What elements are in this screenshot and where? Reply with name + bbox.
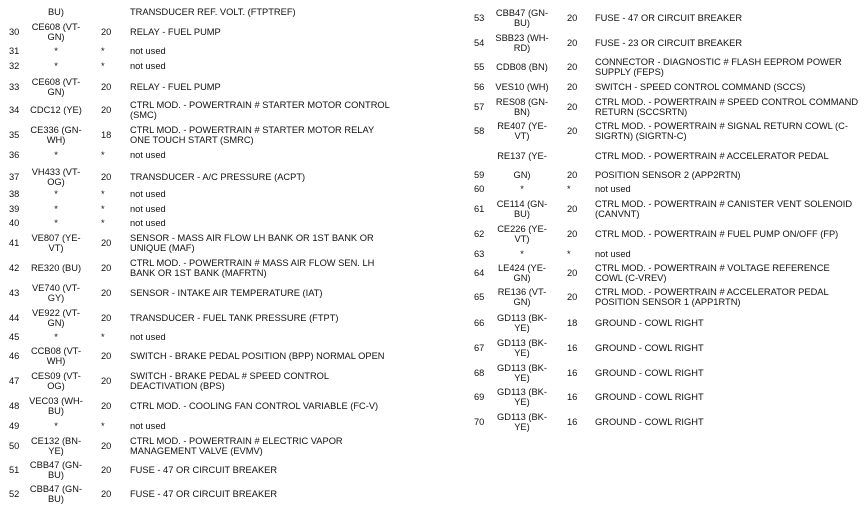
pin-description: not used xyxy=(130,45,166,56)
pin-description: GROUND - COWL RIGHT xyxy=(595,342,704,353)
wire-gauge: 16 xyxy=(567,342,578,353)
table-row xyxy=(0,59,430,73)
pin-number: 47 xyxy=(9,375,20,386)
pin-number: 38 xyxy=(9,188,20,199)
circuit-code: CBB47 (GN- BU) xyxy=(29,483,83,504)
table-row xyxy=(466,361,868,385)
wire-gauge: 20 xyxy=(101,81,112,92)
wire-gauge: 20 xyxy=(101,440,112,451)
circuit-code: GN) xyxy=(513,169,531,180)
wire-gauge: * xyxy=(101,149,105,160)
pin-description: RELAY - FUEL PUMP xyxy=(130,81,221,92)
pin-description: not used xyxy=(595,183,631,194)
table-row xyxy=(466,55,868,79)
wire-gauge: 20 xyxy=(567,291,578,302)
pin-number: 52 xyxy=(9,488,20,499)
wire-gauge: 20 xyxy=(567,203,578,214)
pin-number: 50 xyxy=(9,440,20,451)
wire-gauge: * xyxy=(567,183,571,194)
pin-description: not used xyxy=(130,217,166,228)
table-row xyxy=(0,369,430,393)
pin-number: 35 xyxy=(9,129,20,140)
table-row xyxy=(0,281,430,305)
circuit-code: RE137 (YE- xyxy=(497,150,547,161)
pin-description: not used xyxy=(130,188,166,199)
pin-description: CTRL MOD. - POWERTRAIN # MASS AIR FLOW SEN. LH BANK OR 1ST BANK (MAFRTN) xyxy=(130,257,375,278)
wire-gauge: 20 xyxy=(101,26,112,37)
pin-description: SENSOR - MASS AIR FLOW LH BANK OR 1ST BANK OR UNIQUE (MAF) xyxy=(130,232,374,253)
pin-description: CTRL MOD. - POWERTRAIN # STARTER MOTOR RELAY ONE TOUCH START (SMRC) xyxy=(130,124,375,145)
pin-number: 64 xyxy=(474,267,485,278)
pin-description: CTRL MOD. - POWERTRAIN # ACCELERATOR PEDAL xyxy=(595,150,829,161)
pin-number: 56 xyxy=(474,81,485,92)
circuit-code: VEC03 (WH- BU) xyxy=(29,395,83,416)
pin-description: FUSE - 47 OR CIRCUIT BREAKER xyxy=(130,488,278,499)
table-row xyxy=(466,182,868,196)
table-row xyxy=(466,119,868,143)
wire-gauge: 20 xyxy=(101,375,112,386)
pin-description: TRANSDUCER REF. VOLT. (FTPTREF) xyxy=(130,6,296,17)
table-row xyxy=(0,20,430,44)
pin-description: GROUND - COWL RIGHT xyxy=(595,317,704,328)
circuit-code: BU) xyxy=(47,6,64,17)
pin-number: 65 xyxy=(474,291,485,302)
table-row xyxy=(466,311,868,335)
pin-description: CTRL MOD. - POWERTRAIN # FUEL PUMP ON/OFF (FP) xyxy=(595,228,839,239)
pin-number: 67 xyxy=(474,342,485,353)
wire-gauge: * xyxy=(101,217,105,228)
pin-number: 54 xyxy=(474,37,485,48)
table-row xyxy=(0,216,430,230)
wire-gauge: 20 xyxy=(567,169,578,180)
pin-description: TRANSDUCER - FUEL TANK PRESSURE (FTPT) xyxy=(130,312,339,323)
pin-number: 58 xyxy=(474,125,485,136)
wire-gauge: 20 xyxy=(567,228,578,239)
circuit-code: RE407 (YE- VT) xyxy=(497,120,547,141)
pin-number: 57 xyxy=(474,101,485,112)
table-row xyxy=(466,197,868,221)
wire-gauge: 20 xyxy=(567,267,578,278)
circuit-code: CE336 (GN- WH) xyxy=(30,124,82,145)
circuit-code: * xyxy=(54,331,58,342)
pin-description: FUSE - 47 OR CIRCUIT BREAKER xyxy=(130,464,278,475)
wire-gauge: 20 xyxy=(101,104,112,115)
table-row xyxy=(0,419,430,433)
circuit-code: VES10 (WH) xyxy=(495,81,549,92)
pin-description: not used xyxy=(130,60,166,71)
pin-description: GROUND - COWL RIGHT xyxy=(595,367,704,378)
wire-gauge: 20 xyxy=(101,464,112,475)
table-row xyxy=(0,482,430,506)
circuit-code: * xyxy=(54,217,58,228)
pin-number: 62 xyxy=(474,228,485,239)
table-row xyxy=(466,261,868,285)
pin-description: FUSE - 47 OR CIRCUIT BREAKER xyxy=(595,12,743,23)
pin-description: TRANSDUCER - A/C PRESSURE (ACPT) xyxy=(130,171,306,182)
pin-number: 60 xyxy=(474,183,485,194)
pin-number: 41 xyxy=(9,237,20,248)
pin-description: CTRL MOD. - POWERTRAIN # ELECTRIC VAPOR MANAGEMENT VALVE (EVMV) xyxy=(130,435,343,456)
circuit-code: CE226 (YE- VT) xyxy=(497,223,547,244)
wire-gauge: 20 xyxy=(567,81,578,92)
table-row xyxy=(0,231,430,255)
table-row xyxy=(0,434,430,458)
pin-description: CTRL MOD. - POWERTRAIN # STARTER MOTOR CONTROL (SMC) xyxy=(130,99,390,120)
circuit-code: * xyxy=(520,248,524,259)
circuit-code: CE114 (GN- BU) xyxy=(496,198,548,219)
table-row xyxy=(0,187,430,201)
wire-gauge: 20 xyxy=(101,287,112,298)
table-row xyxy=(0,98,430,122)
circuit-code: VE740 (VT- GY) xyxy=(31,282,81,303)
table-row xyxy=(0,458,430,482)
wire-gauge: * xyxy=(101,60,105,71)
pin-description: RELAY - FUEL PUMP xyxy=(130,26,221,37)
wire-gauge: 20 xyxy=(101,350,112,361)
pin-number: 59 xyxy=(474,169,485,180)
wire-gauge: 20 xyxy=(101,312,112,323)
wire-gauge: 18 xyxy=(101,129,112,140)
pin-number: 40 xyxy=(9,217,20,228)
wire-gauge: * xyxy=(101,420,105,431)
circuit-code: * xyxy=(54,149,58,160)
circuit-code: * xyxy=(520,183,524,194)
circuit-code: LE424 (YE- GN) xyxy=(497,262,547,283)
pin-description: CTRL MOD. - POWERTRAIN # SIGNAL RETURN COWL (C- SIGRTN) (SIGRTN-C) xyxy=(595,120,848,141)
table-row xyxy=(466,336,868,360)
pin-description: not used xyxy=(595,248,631,259)
pin-description: POSITION SENSOR 2 (APP2RTN) xyxy=(595,169,741,180)
wire-gauge: 20 xyxy=(101,488,112,499)
pin-number: 39 xyxy=(9,203,20,214)
circuit-code: CDC12 (YE) xyxy=(30,104,82,115)
circuit-code: VE807 (YE- VT) xyxy=(31,232,81,253)
circuit-code: * xyxy=(54,188,58,199)
circuit-code: GD113 (BK- YE) xyxy=(497,312,547,333)
wire-gauge: 16 xyxy=(567,416,578,427)
pin-description: CTRL MOD. - POWERTRAIN # VOLTAGE REFERENCE COWL (C-VREV) xyxy=(595,262,830,283)
pin-description: GROUND - COWL RIGHT xyxy=(595,391,704,402)
wire-gauge: 20 xyxy=(567,125,578,136)
table-row xyxy=(0,5,430,19)
pin-number: 66 xyxy=(474,317,485,328)
pin-description: not used xyxy=(130,149,166,160)
pin-description: FUSE - 23 OR CIRCUIT BREAKER xyxy=(595,37,743,48)
circuit-code: GD113 (BK- YE) xyxy=(497,411,547,432)
table-row xyxy=(0,75,430,99)
wire-gauge xyxy=(101,5,121,19)
pin-description: SWITCH - BRAKE PEDAL # SPEED CONTROL DEACTIVATION (BPS) xyxy=(130,370,330,391)
table-row xyxy=(466,222,868,246)
pin-number: 61 xyxy=(474,203,485,214)
circuit-code: CBB47 (GN- BU) xyxy=(495,7,549,28)
pin-number: 43 xyxy=(9,287,20,298)
table-row xyxy=(466,95,868,119)
pin-description: not used xyxy=(130,420,166,431)
pin-description: not used xyxy=(130,331,166,342)
pin-number: 42 xyxy=(9,262,20,273)
circuit-code: CES09 (VT- OG) xyxy=(31,370,81,391)
pin-description: CTRL MOD. - POWERTRAIN # ACCELERATOR PEDAL POSITION SENSOR 1 (APP1RTN) xyxy=(595,286,829,307)
table-row xyxy=(0,123,430,147)
circuit-code: * xyxy=(54,420,58,431)
pin-number: 33 xyxy=(9,81,20,92)
pin-number: 46 xyxy=(9,350,20,361)
circuit-code: RES08 (GN- BN) xyxy=(495,96,549,117)
circuit-code: VH433 (VT- OG) xyxy=(31,166,81,187)
wire-gauge: 18 xyxy=(567,317,578,328)
table-row xyxy=(0,344,430,368)
circuit-code: * xyxy=(54,60,58,71)
circuit-code: CBB47 (GN- BU) xyxy=(29,459,83,480)
table-row xyxy=(466,147,868,165)
wire-gauge: 16 xyxy=(567,391,578,402)
circuit-code: CDB08 (BN) xyxy=(496,61,548,72)
table-row xyxy=(466,168,868,182)
wire-gauge: * xyxy=(101,45,105,56)
pin-description: not used xyxy=(130,203,166,214)
pin-number: 44 xyxy=(9,312,20,323)
wire-gauge: 20 xyxy=(101,237,112,248)
pin-description: GROUND - COWL RIGHT xyxy=(595,416,704,427)
table-row xyxy=(466,285,868,309)
pin-description: CTRL MOD. - POWERTRAIN # SPEED CONTROL COMMAND RETURN (SCCSRTN) xyxy=(595,96,859,117)
circuit-code: * xyxy=(54,203,58,214)
pin-description: SENSOR - INTAKE AIR TEMPERATURE (IAT) xyxy=(130,287,323,298)
table-row xyxy=(466,80,868,94)
wire-gauge: 20 xyxy=(567,12,578,23)
table-row xyxy=(466,6,868,30)
circuit-code: VE922 (VT- GN) xyxy=(31,307,81,328)
wire-gauge: 20 xyxy=(101,262,112,273)
wire-gauge: 20 xyxy=(101,400,112,411)
pin-number: 63 xyxy=(474,248,485,259)
circuit-code: RE320 (BU) xyxy=(30,262,82,273)
wire-gauge: * xyxy=(567,248,571,259)
pin-number: 55 xyxy=(474,61,485,72)
wire-gauge: 20 xyxy=(101,171,112,182)
pin-number: 68 xyxy=(474,367,485,378)
pin-description: SWITCH - BRAKE PEDAL POSITION (BPP) NORMAL OPEN xyxy=(130,350,385,361)
circuit-code: SBB23 (WH- RD) xyxy=(495,32,549,53)
pin-number: 51 xyxy=(9,464,20,475)
circuit-code: CE132 (BN- YE) xyxy=(30,435,82,456)
pin-number: 49 xyxy=(9,420,20,431)
wire-gauge: * xyxy=(101,188,105,199)
table-row xyxy=(0,165,430,189)
table-row xyxy=(0,394,430,418)
table-row xyxy=(466,410,868,434)
pin-description: SWITCH - SPEED CONTROL COMMAND (SCCS) xyxy=(595,81,806,92)
circuit-code: CE608 (VT- GN) xyxy=(31,21,81,42)
wire-gauge: 20 xyxy=(567,61,578,72)
pin-number: 48 xyxy=(9,400,20,411)
circuit-code: RE136 (VT- GN) xyxy=(497,286,547,307)
pin-number: 37 xyxy=(9,171,20,182)
table-row xyxy=(0,306,430,330)
pin-number: 45 xyxy=(9,331,20,342)
pin-number: 32 xyxy=(9,60,20,71)
pin-number: 31 xyxy=(9,45,20,56)
pin-number: 36 xyxy=(9,149,20,160)
table-row xyxy=(0,44,430,58)
wire-gauge xyxy=(567,147,587,165)
circuit-code: GD113 (BK- YE) xyxy=(497,337,547,358)
table-row xyxy=(466,31,868,55)
pin-number: 70 xyxy=(474,416,485,427)
pin-number: 53 xyxy=(474,12,485,23)
table-row xyxy=(0,148,430,162)
table-row xyxy=(0,202,430,216)
pin-number: 30 xyxy=(9,26,20,37)
table-row xyxy=(0,256,430,280)
wire-gauge: 20 xyxy=(567,101,578,112)
table-row xyxy=(0,330,430,344)
wire-gauge: * xyxy=(101,331,105,342)
circuit-code: GD113 (BK- YE) xyxy=(497,362,547,383)
table-row xyxy=(466,385,868,409)
circuit-code: * xyxy=(54,45,58,56)
wire-gauge: 16 xyxy=(567,367,578,378)
pin-description: CTRL MOD. - POWERTRAIN # CANISTER VENT SOLENOID (CANVNT) xyxy=(595,198,853,219)
pin-number: 34 xyxy=(9,104,20,115)
wire-gauge: * xyxy=(101,203,105,214)
wire-gauge: 20 xyxy=(567,37,578,48)
circuit-code: CE608 (VT- GN) xyxy=(31,76,81,97)
pin-number: 69 xyxy=(474,391,485,402)
table-row xyxy=(466,247,868,261)
circuit-code: CCB08 (VT- WH) xyxy=(30,345,82,366)
circuit-code: GD113 (BK- YE) xyxy=(497,386,547,407)
pin-description: CONNECTOR - DIAGNOSTIC # FLASH EEPROM POWER SUPPLY (FEPS) xyxy=(595,56,842,77)
pin-description: CTRL MOD. - COOLING FAN CONTROL VARIABLE (FC-V) xyxy=(130,400,379,411)
